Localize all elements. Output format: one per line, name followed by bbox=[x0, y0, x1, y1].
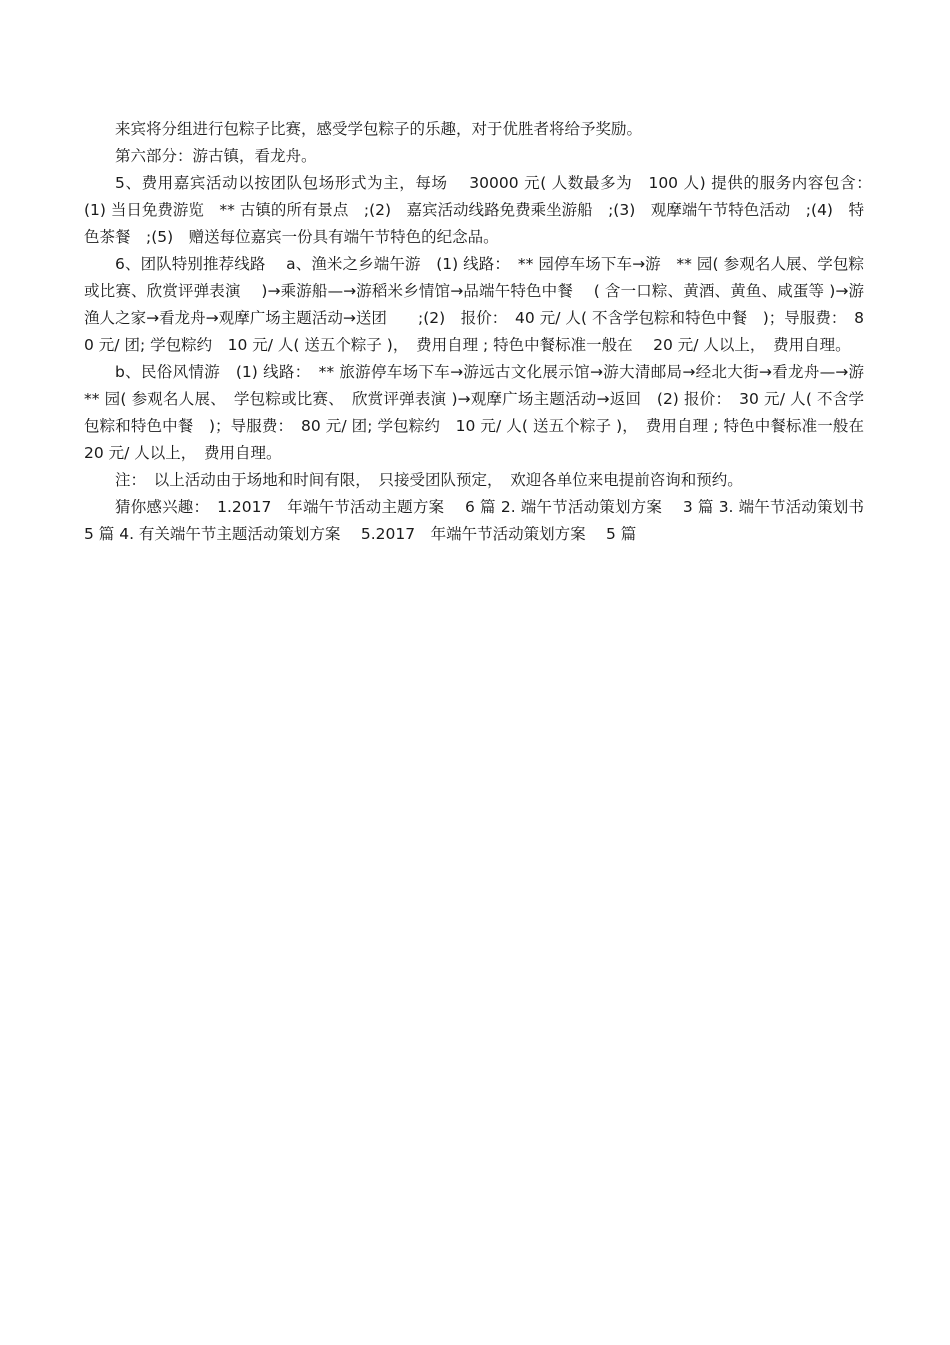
paragraph-route-b: b、民俗风情游 (1) 线路： ** 旅游停车场下车→游远古文化展示馆→游大清邮局→经北大街→看龙舟—→游 ** 园( 参观名人展、 学包粽或比赛、 欣赏评弹表演 )→观摩广场主题活动→返回 (2) 报价： 30 元/ 人( 不含学包粽和特色中餐 )；导服费： 80 元/ 团; 学包粽约 10 元/ 人( 送五个粽子 )， 费用自理 ; 特色中餐标准一般在 20 元/ 人以上， 费用自理。 bbox=[84, 363, 885, 462]
paragraph-related-links: 猜你感兴趣： 1.2017 年端午节活动主题方案 6 篇 2. 端午节活动策划方案 3 篇 3. 端午节活动策划书 5 篇 4. 有关端午节主题活动策划方案 5.2017 年端午节活动策划方案 5 篇 bbox=[84, 498, 880, 543]
paragraph-zongzi-contest: 来宾将分组进行包粽子比赛，感受学包粽子的乐趣，对于优胜者将给予奖励。 bbox=[115, 120, 643, 138]
document-body bbox=[84, 116, 885, 548]
paragraph-fees: 5、费用嘉宾活动以按团队包场形式为主，每场 30000 元( 人数最多为 100 人) 提供的服务内容包含： (1) 当日免费游览 ** 古镇的所有景点 ;(2) 嘉宾活动线路免费乘坐游船 ;(3) 观摩端午节特色活动 ;(4) 特色茶餐 ;(5) 赠送每位嘉宾一份具有端午节特色的纪念品。 bbox=[84, 174, 880, 246]
paragraph-route-a: 6、团队特别推荐线路 a、渔米之乡端午游 (1) 线路： ** 园停车场下车→游 ** 园( 参观名人展、学包粽或比赛、欣赏评弹表演 )→乘游船—→游稻米乡情馆→品端午特色中餐 ( 含一口粽、黄酒、黄鱼、咸蛋等 )→游渔人之家→看龙舟→观摩广场主题活动→送团 ;(2) 报价： 40 元/ 人( 不含学包粽和特色中餐 )；导服费： 80 元/ 团; 学包粽约 10 元/ 人( 送五个粽子 )， 费用自理 ; 特色中餐标准一般在 20 元/ 人以上， 费用自理。 bbox=[84, 255, 864, 354]
paragraph-part-six: 第六部分：游古镇，看龙舟。 bbox=[115, 147, 317, 165]
paragraph-note: 注： 以上活动由于场地和时间有限， 只接受团队预定， 欢迎各单位来电提前咨询和预约。 bbox=[115, 471, 743, 489]
